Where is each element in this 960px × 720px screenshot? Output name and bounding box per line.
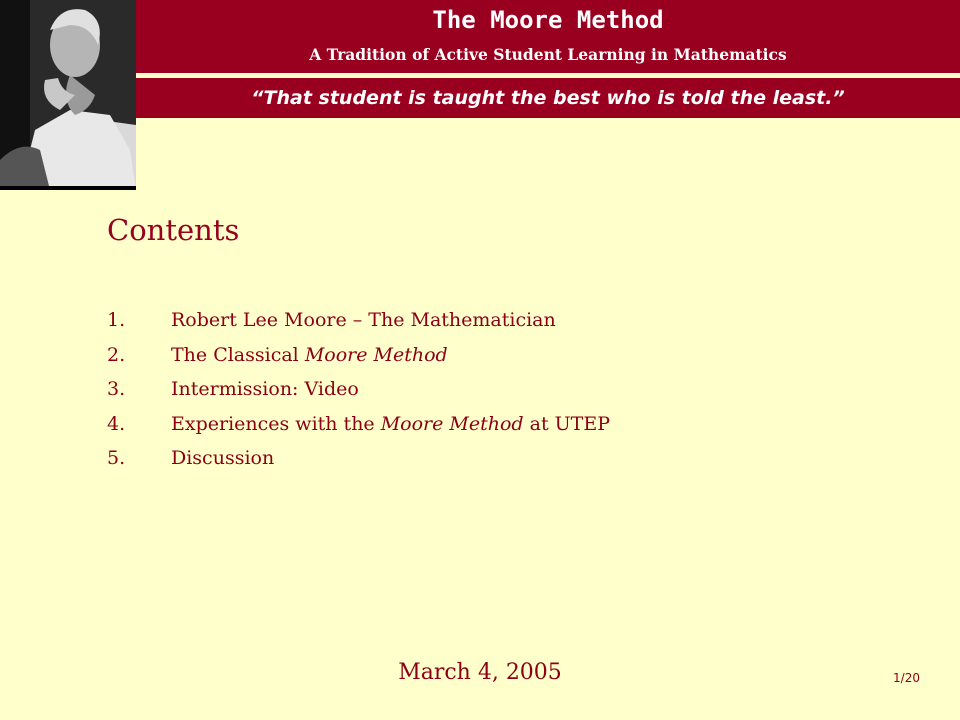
item-number: 3. — [107, 378, 126, 400]
contents-item — [107, 341, 610, 376]
item-text: Intermission: Video — [171, 378, 359, 400]
item-number: 5. — [107, 447, 126, 469]
item-number: 4. — [107, 412, 126, 435]
contents-item — [107, 410, 610, 445]
quote-banner: “That student is taught the best who is told the least.” — [136, 78, 960, 118]
item-emphasis: Moore Method — [380, 412, 524, 435]
contents-list — [107, 306, 610, 479]
header-title: The Moore Method — [432, 6, 664, 34]
item-text: Experiences with the — [171, 412, 381, 435]
item-text: Discussion — [171, 447, 275, 469]
moore-portrait-photo — [0, 0, 136, 190]
contents-item — [107, 306, 610, 341]
item-text: Robert Lee Moore – The Mathematician — [171, 309, 556, 331]
page-number: 1/20 — [893, 671, 920, 685]
header-banner — [136, 0, 960, 73]
item-text-suffix: at UTEP — [523, 412, 610, 435]
item-number: 2. — [107, 343, 126, 366]
contents-item — [107, 375, 610, 410]
item-text: The Classical — [171, 343, 305, 366]
header-subtitle: A Tradition of Active Student Learning in Mathematics — [309, 45, 787, 64]
contents-item — [107, 444, 610, 479]
contents-title: Contents — [107, 213, 240, 247]
footer-date: March 4, 2005 — [398, 660, 562, 685]
item-emphasis: Moore Method — [304, 343, 448, 366]
item-number: 1. — [107, 309, 126, 331]
